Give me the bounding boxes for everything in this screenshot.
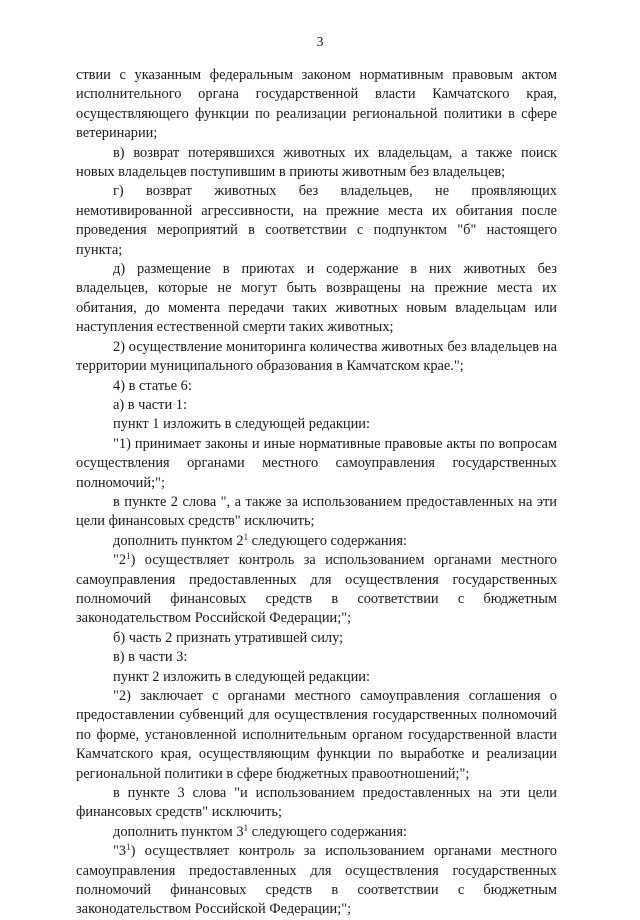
paragraph-text: "3 [113,843,127,860]
page-number: 3 [316,35,324,50]
paragraph: "1) принимает законы и иные нормативные правовые акты по вопросам осуществления органами местного самоуправления государственных полномочий;"; [76,435,557,491]
paragraph-text: ) осуществляет контроль за использованием органами местного самоуправления предоставленных для осуществления государственных полномочий финансовых средств в соответствии с бюджетным законодательством Российской Федерации;"; [76,843,557,918]
paragraph-text: ) осуществляет контроль за использованием органами местного самоуправления предоставленных для осуществления государственных полномочий финансовых средств в соответствии с бюджетным законодательством Российской Федерации;"; [76,552,557,627]
superscript: 1 [126,842,131,853]
paragraph [76,551,557,629]
paragraph-text: следующего содержания: [248,532,407,549]
paragraph [76,532,557,551]
paragraph [76,842,557,920]
paragraph: 4) в статье 6: [113,377,192,394]
paragraph: пункт 1 изложить в следующей редакции: [113,416,370,433]
superscript: 1 [126,551,131,562]
paragraph-text: дополнить пунктом 2 [113,532,244,549]
paragraph-text: следующего содержания: [248,823,407,840]
paragraph [76,823,557,842]
paragraph-text: "2 [113,552,127,569]
paragraph: б) часть 2 признать утратившей силу; [113,629,344,646]
superscript: 1 [243,822,249,833]
paragraph: в) возврат потерявшихся животных их владельцам, а также поиск новых владельцев поступившим в приюты животным без владельцев; [76,144,557,181]
paragraph: в пункте 3 слова "и использованием предоставленных на эти цели финансовых средств" исключить; [76,785,557,821]
paragraph: в) в части 3: [113,649,188,666]
paragraph: пункт 2 изложить в следующей редакции: [113,668,370,685]
paragraph: 2) осуществление мониторинга количества животных без владельцев на территории муниципального образования в Камчатском крае."; [76,338,557,375]
paragraph: г) возврат животных без владельцев, не проявляющих немотивированной агрессивности, на прежние места их обитания после проведения мероприятий в соответствии с подпунктом "б" настоящего пункта; [76,183,557,258]
superscript: 1 [243,531,249,542]
paragraph: ствии с указанным федеральным законом нормативным правовым актом исполнительного органа государственной власти Камчатского края, осуществляющего функции по реализации региональной политики в сфере ветеринарии; [76,67,557,142]
paragraph: в пункте 2 слова ", а также за использованием предоставленных на эти цели финансовых средств" исключить; [76,493,557,530]
document-body [76,66,557,920]
paragraph: "2) заключает с органами местного самоуправления соглашения о предоставлении субвенций для осуществления государственных полномочий по форме, установленной исполнительным органом государственной власти Камчатского края, осуществляющим функции по выработке и реализации региональной политики в сфере бюджетных правоотношений;"; [76,688,557,782]
paragraph: а) в части 1: [113,396,187,413]
paragraph-text: дополнить пунктом 3 [113,823,244,840]
paragraph: д) размещение в приютах и содержание в них животных без владельцев, которые не могут быть возвращены на прежние места их обитания, до момента передачи таких животных новым владельцам или наступления естественной смерти таких животных; [76,261,557,336]
